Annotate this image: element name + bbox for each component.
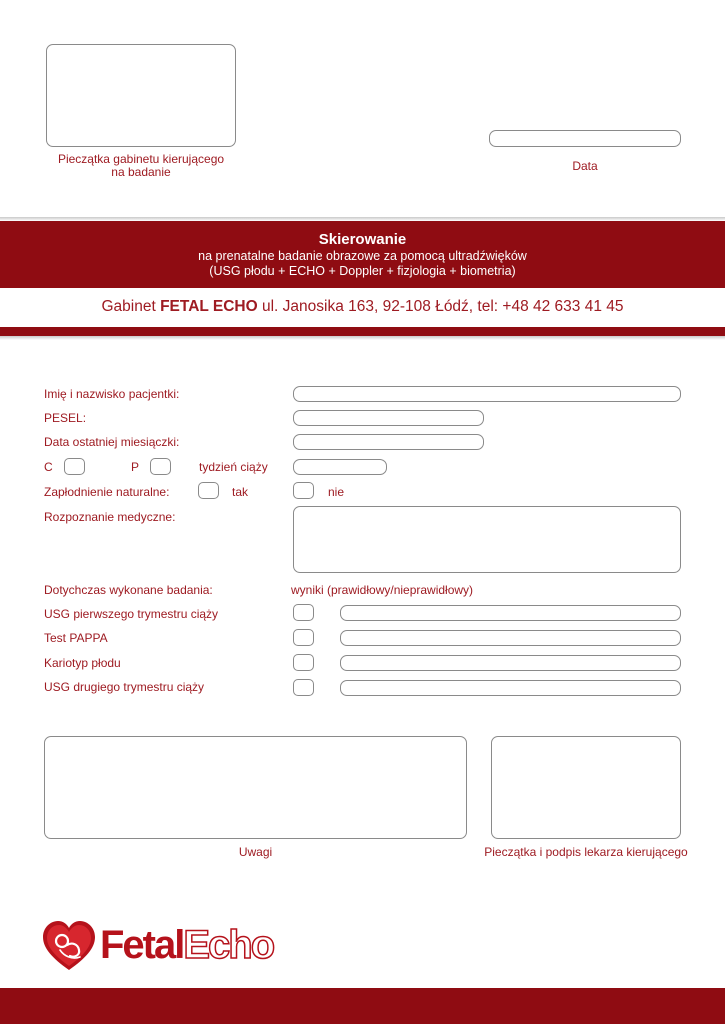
no-label: nie	[328, 485, 345, 499]
test-label-usg1: USG pierwszego trymestru ciąży	[44, 607, 219, 621]
clinic-address: ul. Janosika 163, 92-108 Łódź, tel: +48 42 633 41 45	[257, 298, 624, 315]
test-result-pappa[interactable]	[340, 630, 681, 646]
pesel-label: PESEL:	[44, 411, 87, 425]
diagnosis-label: Rozpoznanie medyczne:	[44, 510, 176, 524]
clinic-prefix: Gabinet	[101, 298, 161, 315]
test-result-usg2[interactable]	[340, 680, 681, 696]
c-field[interactable]	[64, 458, 85, 475]
test-checkbox-usg2[interactable]	[293, 679, 314, 696]
fetal-echo-logo	[42, 918, 312, 974]
clinic-stamp-caption	[40, 153, 242, 179]
test-checkbox-usg1[interactable]	[293, 604, 314, 621]
no-checkbox[interactable]	[293, 482, 314, 499]
test-result-usg1[interactable]	[340, 605, 681, 621]
test-label-usg2: USG drugiego trymestru ciąży	[44, 680, 205, 694]
clinic-stamp-box	[46, 44, 236, 147]
banner-title: Skierowanie	[318, 231, 407, 248]
logo-word-fetal: Fetal	[100, 923, 184, 967]
date-field[interactable]	[489, 130, 681, 147]
notes-box[interactable]	[44, 736, 467, 839]
week-label: tydzień ciąży	[199, 460, 268, 474]
natural-conception-label: Zapłodnienie naturalne:	[44, 485, 170, 499]
patient-name-label: Imię i nazwisko pacjentki:	[44, 387, 180, 401]
doctor-stamp-caption: Pieczątka i podpis lekarza kierującego	[484, 845, 688, 859]
clinic-stamp-caption-line1: Pieczątka gabinetu kierującego	[57, 152, 225, 166]
last-period-field[interactable]	[293, 434, 484, 450]
clinic-info	[0, 298, 725, 316]
clinic-stamp-caption-line2: na badanie	[111, 165, 171, 179]
clinic-underline-shadow	[0, 336, 725, 340]
logo-wordmark	[100, 922, 273, 968]
yes-label: tak	[232, 485, 249, 499]
test-checkbox-karyotype[interactable]	[293, 654, 314, 671]
last-period-label: Data ostatniej miesiączki:	[44, 435, 180, 449]
p-label: P	[131, 460, 140, 474]
doctor-stamp-box	[491, 736, 681, 839]
p-field[interactable]	[150, 458, 171, 475]
test-checkbox-pappa[interactable]	[293, 629, 314, 646]
diagnosis-field[interactable]	[293, 506, 681, 573]
referral-banner	[0, 221, 725, 288]
test-label-karyotype: Kariotyp płodu	[44, 656, 121, 670]
banner-subtitle-line1: na prenatalne badanie obrazowe za pomocą ultradźwięków	[198, 249, 527, 263]
banner-subtitle-line2: (USG płodu + ECHO + Doppler + fizjologia + biometria)	[209, 264, 516, 278]
week-field[interactable]	[293, 459, 387, 475]
yes-checkbox[interactable]	[198, 482, 219, 499]
date-caption: Data	[572, 159, 598, 173]
heart-fetus-icon	[42, 920, 96, 972]
results-label: wyniki (prawidłowy/nieprawidłowy)	[291, 583, 474, 597]
pesel-field[interactable]	[293, 410, 484, 426]
patient-name-field[interactable]	[293, 386, 681, 402]
logo-word-echo: Echo	[183, 923, 274, 967]
test-label-pappa: Test PAPPA	[44, 631, 108, 645]
test-result-karyotype[interactable]	[340, 655, 681, 671]
c-label: C	[44, 460, 53, 474]
footer-band	[0, 988, 725, 1024]
notes-caption: Uwagi	[238, 845, 273, 859]
clinic-underline	[0, 327, 725, 336]
previous-tests-label: Dotychczas wykonane badania:	[44, 583, 213, 597]
clinic-name: FETAL ECHO	[160, 298, 258, 315]
